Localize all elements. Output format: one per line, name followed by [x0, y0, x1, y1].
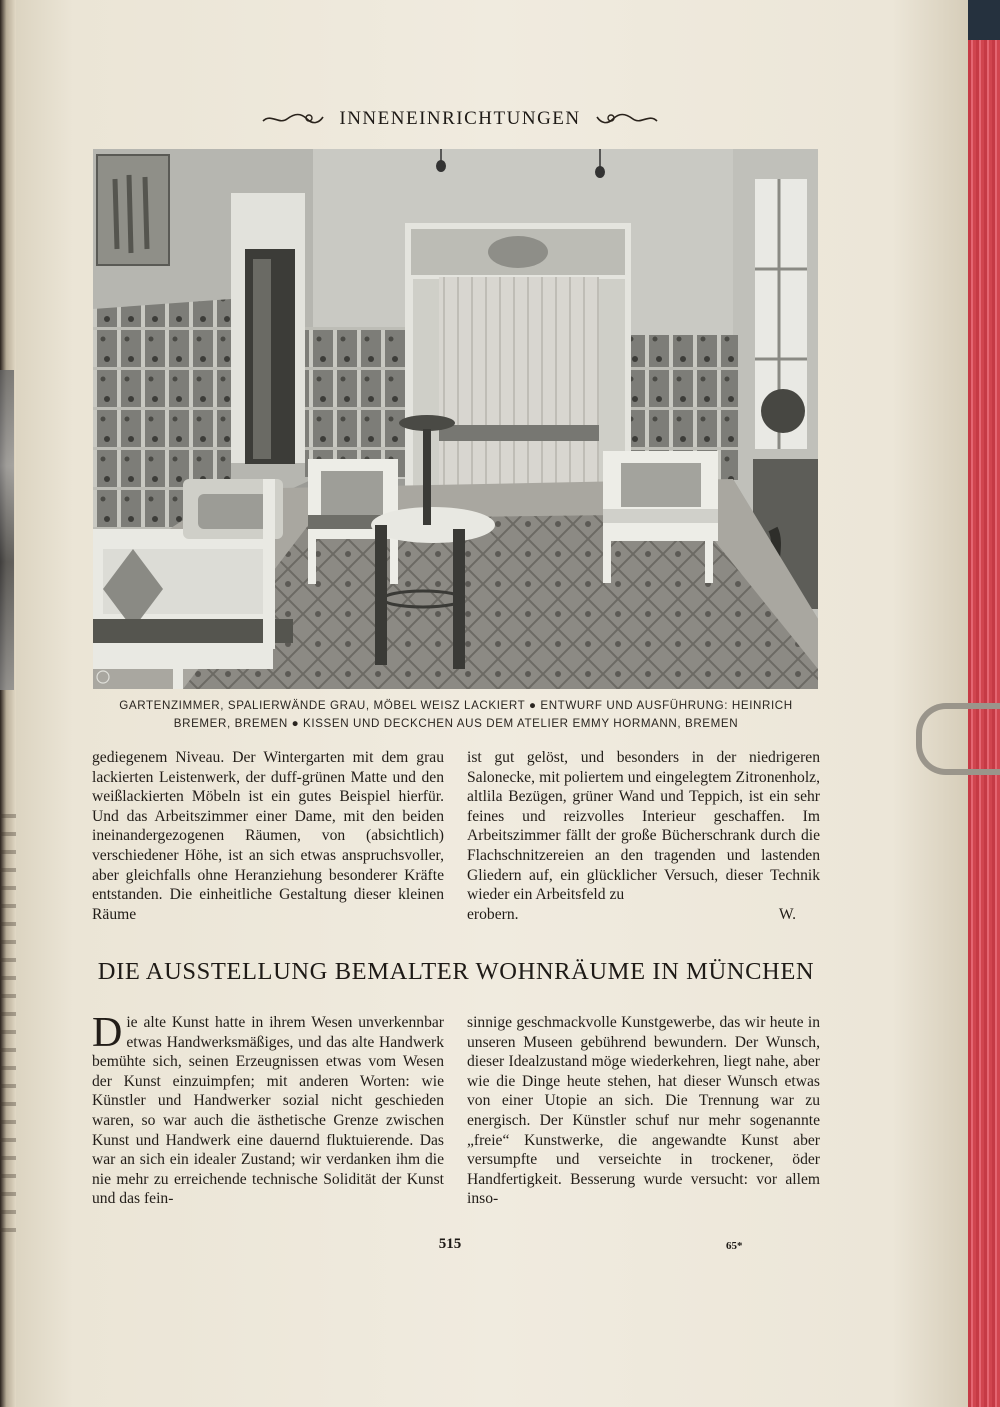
article2-column-2 — [467, 1013, 820, 1209]
left-page-text-fragment — [0, 800, 16, 1240]
left-page-photo-fragment — [0, 370, 14, 690]
garden-room-photo — [93, 149, 818, 689]
sheet-signature-mark: 65* — [726, 1240, 743, 1252]
article1-last-line — [467, 905, 820, 925]
running-title: INNENEINRICHTUNGEN — [339, 108, 581, 129]
page-clip — [916, 703, 1000, 775]
article1-col2-text: ist gut gelöst, und besonders in der niedrigeren Salonecke, mit poliertem und eingelegtem Zitronenholz, altlila Bezügen, grüner Wand und Teppich, ist ein sehr feines und reizvolles Interieur geschaffen. Im Arbeitszimmer fällt der große Bücherschrank durch die Flachschnitzereien an den tragenden und lastenden Gliedern auf, ein glücklicher Versuch, dieser Technik wieder ein Arbeitsfeld zu — [467, 749, 820, 904]
article1-col1-text: gediegenem Niveau. Der Wintergarten mit dem grau lackierten Leistenwerk, der duff-grünen Matte und den weißlackierten Möbeln ist ein gutes Beispiel hierfür. Und das Arbeitszimmer einer Dame, mit den beiden ineinandergezogenen Räumen, von (absichtlich) verschiedener Höhe, ist an sich etwas anspruchsvoller, aber gleichfalls ohne Heranziehung besonderer Kräfte entstanden. Die einheitliche Gestaltung dieser kleinen Räume — [92, 749, 444, 923]
caption-line-2: BREMER, BREMEN ● KISSEN UND DECKCHEN AUS DEM ATELIER EMMY HORMANN, BREMEN — [173, 717, 739, 730]
figure-caption — [90, 697, 822, 733]
article2-col2-text: sinnige geschmackvolle Kunstgewerbe, das wir heute in unseren Museen gebührend bewundern. Der Wunsch, dieser Idealzustand möge wiederkehren, liegt nahe, aber wie die Dinge heute stehen, hat dieser Wunsch etwas von einer Utopie an sich. Die Trennung war zu energisch. Der Künstler schuf nur mehr sogenannte „freie“ Kunstwerke, die angewandte Kunst aber versumpfte und verseichte in trockener, öder Handfertigkeit. Besserung wurde versucht: vor allem inso- — [467, 1014, 820, 1208]
right-flourish-icon — [595, 109, 659, 129]
photo-illustration — [93, 149, 818, 689]
article2-heading: DIE AUSSTELLUNG BEMALTER WOHNRÄUME IN MÜNCHEN — [97, 958, 815, 985]
caption-line-1: GARTENZIMMER, SPALIERWÄNDE GRAU, MÖBEL WEISZ LACKIERT ● ENTWURF UND AUSFÜHRUNG: HEINRICH — [119, 699, 793, 712]
article1-last-word: erobern. — [467, 905, 519, 923]
article2-col1-text: ie alte Kunst hatte in ihrem Wesen unverkennbar etwas Handwerksmäßiges, und das alte Handwerk bemühte sich, seinen Erzeugnissen etwas vom Wesen der Kunst einzuimpfen; mit anderen Worten: wie Künstler und Handwerker sozial nicht geschieden waren, so war auch die ästhetische Grenze zwischen Kunst und Handwerk eine dauernd fluktuierende. Das war an sich ein idealer Zustand; wir verdanken ihm die nie mehr zu erreichende technische Solidität der Kunst und das fein- — [92, 1014, 444, 1208]
article1-signature: W. — [778, 905, 796, 923]
left-flourish-icon — [261, 109, 325, 129]
dropcap: D — [92, 1010, 123, 1056]
article1-column-1 — [92, 748, 444, 924]
article1-column-2 — [467, 748, 820, 924]
book-cover-corner — [968, 0, 1000, 40]
page-number: 515 — [438, 1236, 462, 1252]
article2-column-1 — [92, 1010, 444, 1209]
running-head — [250, 106, 670, 132]
